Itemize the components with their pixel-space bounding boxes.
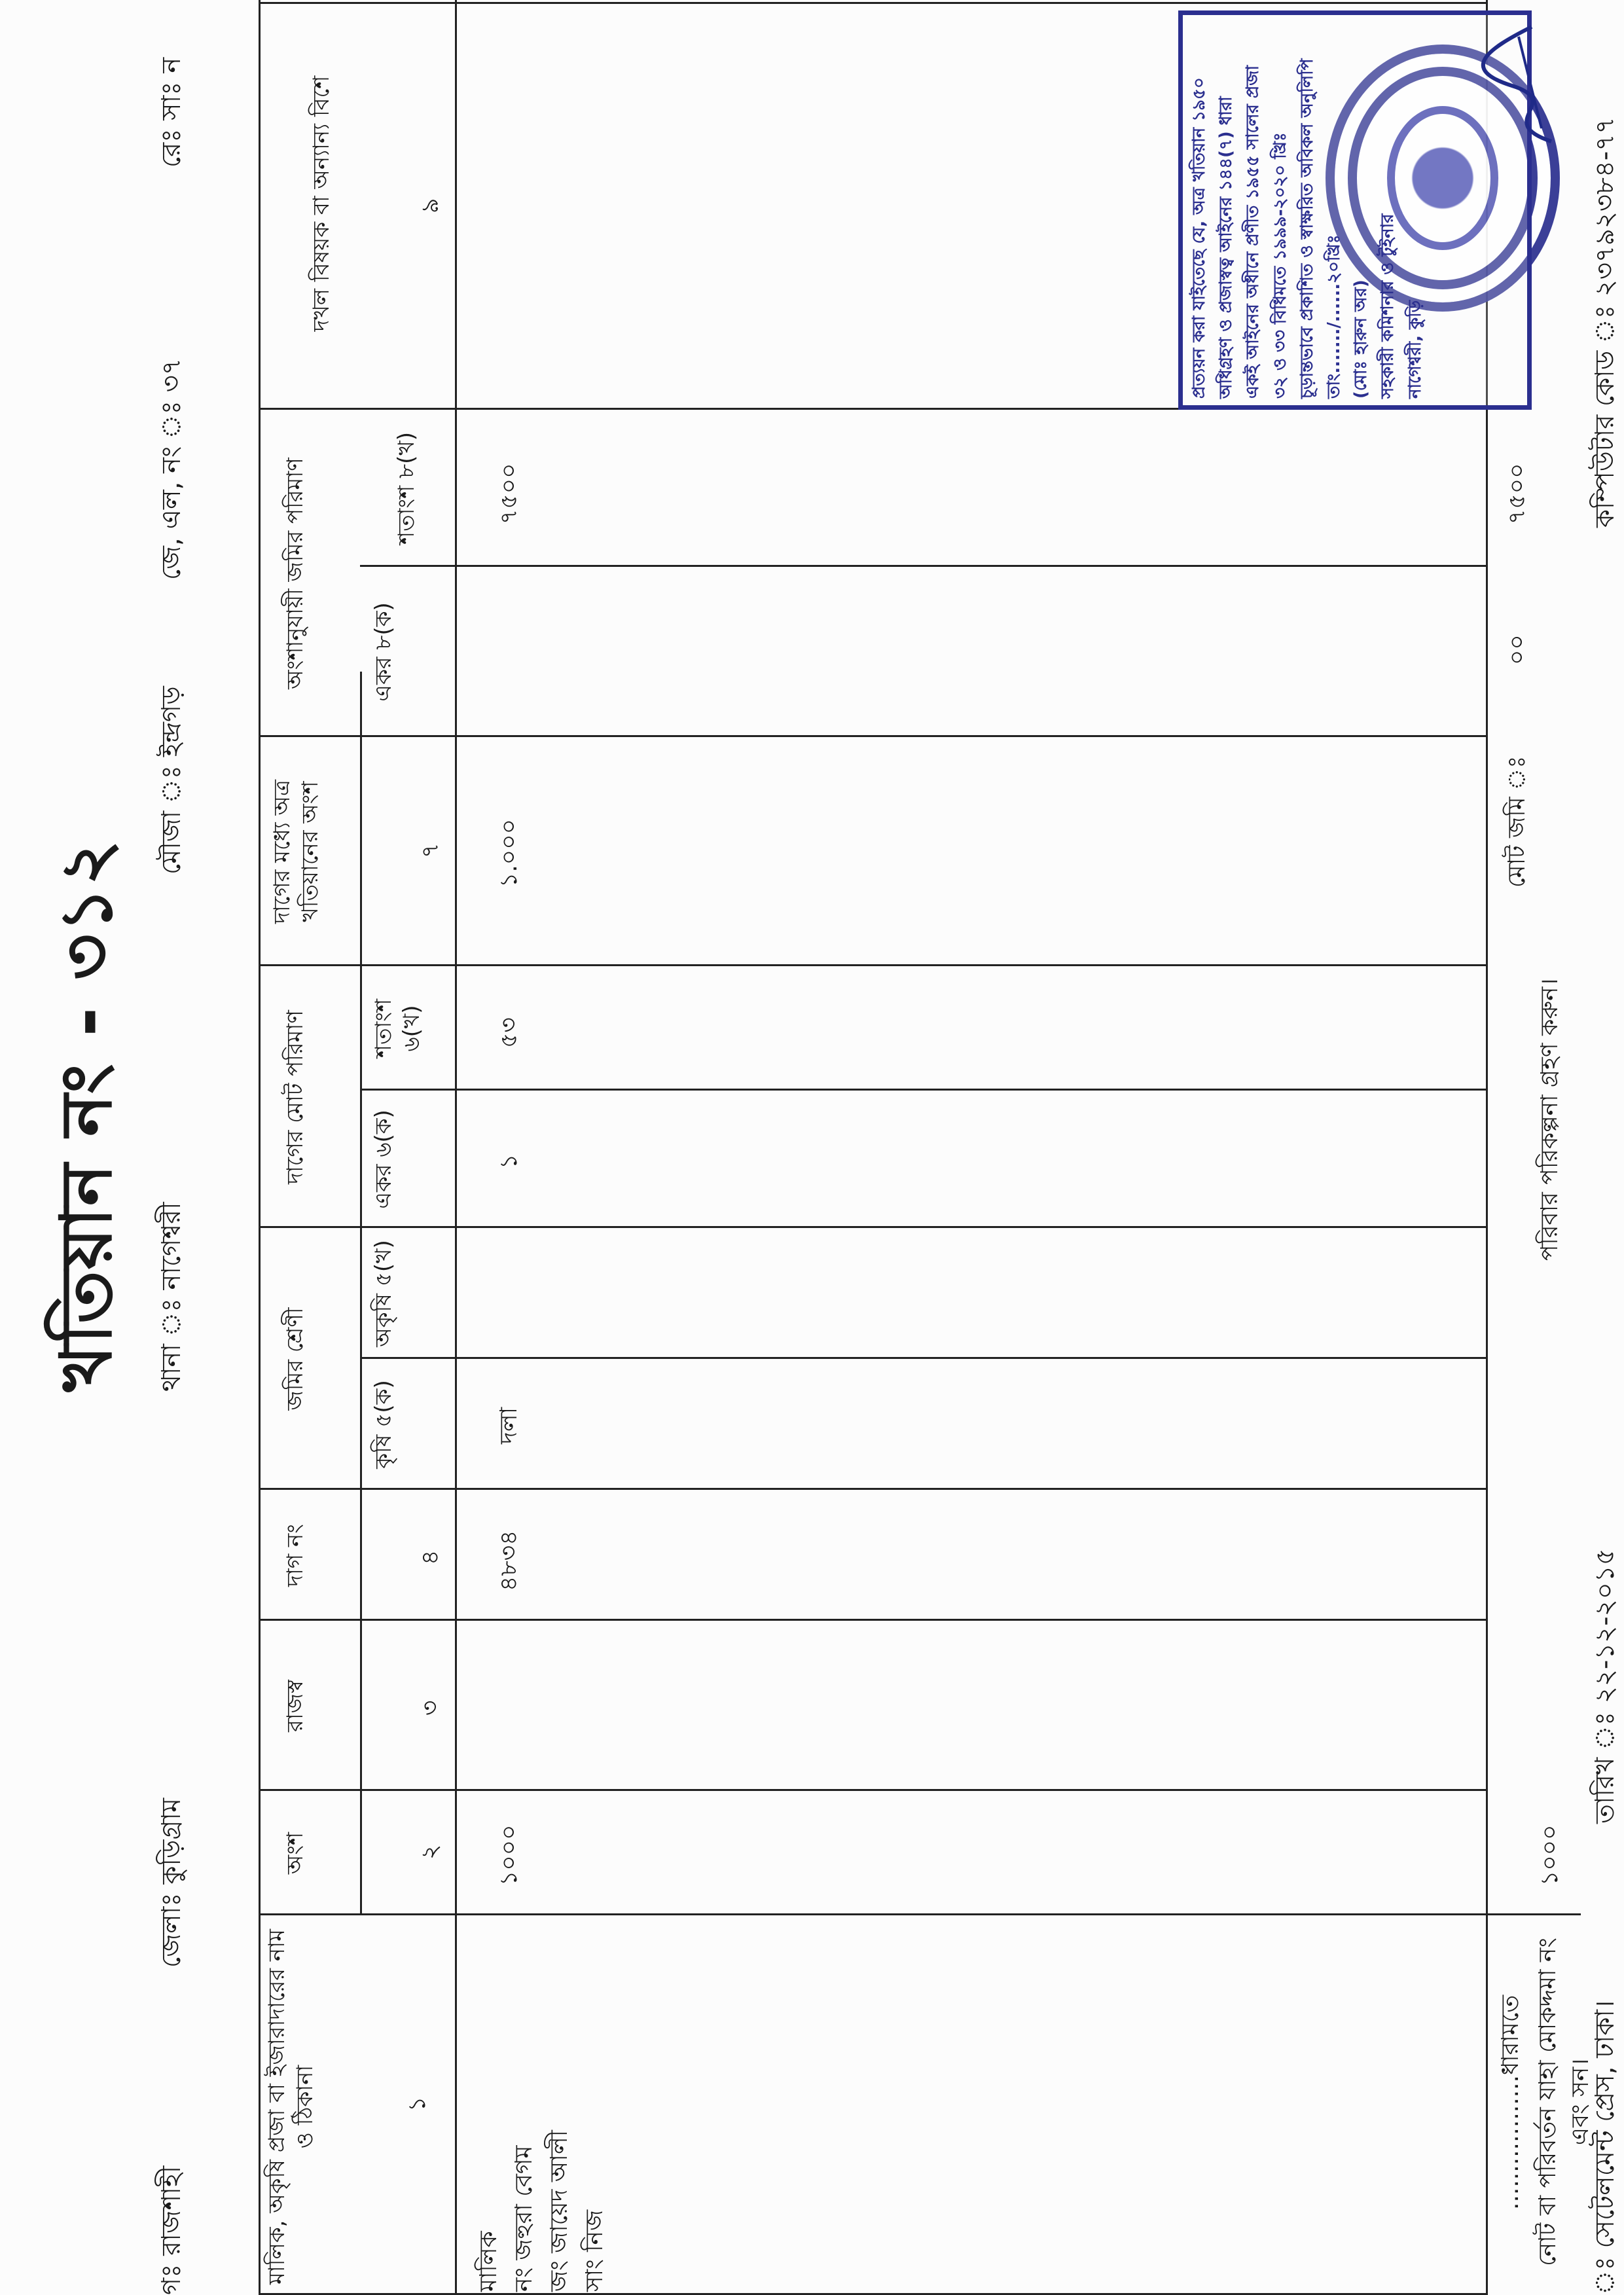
owner-line: সাং নিজ	[581, 2209, 608, 2292]
press-line: ঃ সেটেলমেন্ট প্রেস, ঢাকা।	[1590, 2000, 1620, 2295]
division-label: গঃ রাজশাহী	[156, 2165, 187, 2295]
acre-6-cell: ১	[496, 1153, 522, 1169]
stamp-line: তাং......./......২০খ্রিঃ	[1324, 234, 1344, 399]
col-number-revenue: ৩	[417, 1700, 444, 1716]
computer-code: কম্পিউটার কোড ঃ ২৩৭৯২৩৮৪-৭৭	[1590, 117, 1620, 528]
family-planning-note: পরিবার পরিকল্পনা গ্রহণ করুন।	[1536, 978, 1563, 1261]
header-share: অংশ	[282, 1832, 308, 1875]
stamp-line: চূড়ান্তভাবে প্রকাশিত ও স্বাক্ষরিত অবিকল অনুলিপি	[1297, 58, 1317, 399]
header-revenue: রাজস্ব	[282, 1680, 308, 1732]
khatian-title: খতিয়ান নং - ৩১২	[46, 838, 128, 1392]
owner-cell	[471, 2130, 613, 2292]
stamp-line: সহকারী কমিশনার ও টুইনার	[1378, 213, 1398, 399]
share-total: ১০০০	[1536, 1824, 1563, 1886]
khatian-share-cell: ১.০০০	[496, 818, 522, 888]
owner-line: নং জহুরা বেগম	[511, 2145, 537, 2292]
header-possession: দখল বিষয়ক বা অন্যান্য বিশে	[308, 75, 334, 332]
header-dag-total: দাগের মোট পরিমাণ	[282, 1010, 308, 1184]
header-acre-6: একর ৬(ক)	[370, 1110, 397, 1209]
jl-number-label: জে, এল, নং ঃ ৩৭	[156, 358, 187, 580]
header-shatak-6: শতাংশ ৬(খ)	[370, 998, 425, 1058]
registration-label: রেঃ সাঃ ন	[156, 57, 187, 168]
header-agri: কৃষি ৫(ক)	[370, 1380, 397, 1469]
case-note-text: নোট বা পরিবর্তন যাহা মোকদ্দমা নং এবং সন।	[1534, 1938, 1595, 2266]
dag-no-cell: ৪৮৩৪	[496, 1530, 522, 1591]
mouza-label: মৌজা ঃ ইন্দ্রগড়	[156, 686, 187, 875]
col-number-khatian-share: ৭	[417, 842, 444, 858]
header-dag-no: দাগ নং	[282, 1524, 308, 1587]
header-acre-8: একর ৮(ক)	[370, 602, 397, 702]
col-number-share: ২	[417, 1844, 444, 1860]
header-land-class: জমির শ্রেণী	[282, 1307, 308, 1411]
stamp-line: একই আইনের অধীনে প্রণীত ১৯৫৫ সালের প্রজা	[1243, 65, 1263, 399]
header-khatian-share: দাগের মধ্যে অত্র খতিয়ানের অংশ	[269, 780, 323, 924]
signature-icon	[1479, 17, 1571, 148]
header-shatak-8: শতাংশ ৮(খ)	[393, 432, 420, 545]
col-number-dag: ৪	[417, 1549, 444, 1565]
shatak-8-cell: ৭৫০০	[496, 463, 522, 524]
issue-date: তারিখ ঃ ২২-১২-২০১৫	[1590, 1548, 1620, 1824]
shatak-total: ৭৫০০	[1504, 463, 1530, 524]
stamp-line: প্রত্যয়ন করা যাইতেছে যে, অত্র খতিয়ান ১৯৫০	[1189, 77, 1209, 399]
stamp-line: অধিগ্রহণ ও প্রজাস্বত্ব আইনের ১৪৪(৭) ধারা	[1216, 96, 1236, 399]
header-owner: মালিক, অকৃষি প্রজা বা ইজারাদারের নাম ও ঠিকানা	[264, 1929, 318, 2285]
acre-total: ০০	[1504, 634, 1530, 665]
stamp-line: ৩২ ও ৩৩ বিধিমতে ১৯৯৯-২০২০ খ্রিঃ	[1270, 132, 1290, 399]
col-number-possession: ৯	[417, 198, 444, 213]
share-cell: ১০০০	[496, 1824, 522, 1886]
certification-stamp	[1178, 10, 1532, 410]
total-land-label: মোট জমি ঃ	[1504, 755, 1530, 888]
shatak-6-cell: ৫৩	[496, 1017, 522, 1048]
dharamote-line: ..................ধারামতে	[1497, 1995, 1524, 2210]
thana-label: থানা ঃ নাগেশ্বরী	[156, 1202, 187, 1392]
district-label: জেলাঃ কুড়িগ্রাম	[156, 1798, 187, 1968]
stamp-line: (মোঃ হারুন অর)	[1351, 280, 1371, 399]
owner-line: জং জায়েদ আলী	[546, 2130, 573, 2292]
owner-line: মালিক	[475, 2231, 502, 2292]
col-number-owner: ১	[404, 2096, 431, 2112]
stamp-line: নাগেশ্বরী, কুড়ি	[1405, 300, 1425, 399]
header-share-area: অংশানুযায়ী জমির পরিমাণ	[282, 458, 308, 689]
header-nonagri: অকৃষি ৫(খ)	[370, 1240, 397, 1347]
agri-cell: দলা	[496, 1407, 522, 1444]
